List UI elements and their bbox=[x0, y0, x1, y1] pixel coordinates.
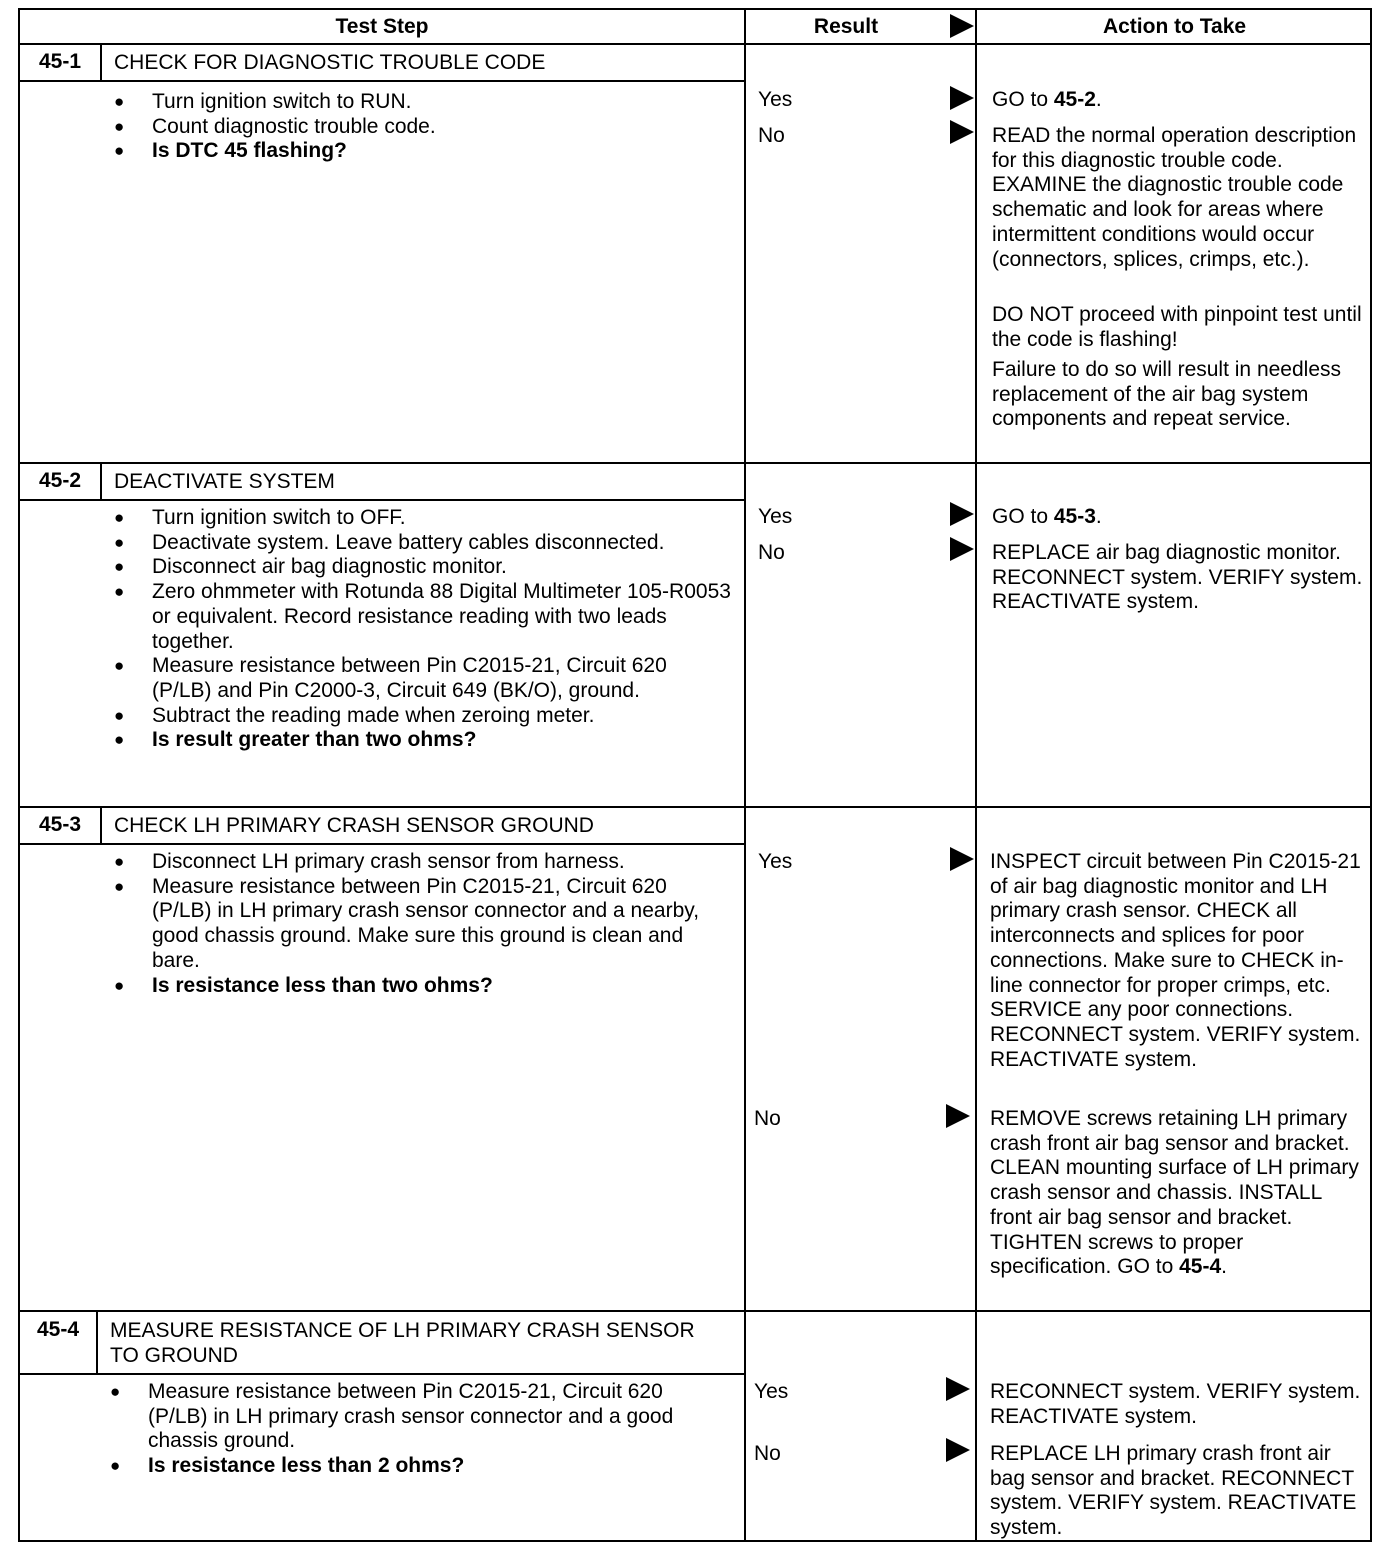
list-item: ● Subtract the reading made when zeroing meter. bbox=[112, 704, 732, 729]
list-item: ● Is resistance less than 2 ohms? bbox=[108, 1454, 728, 1479]
result-no: No bbox=[754, 1107, 781, 1130]
action-no-warning: Failure to do so will result in needless replacement of the air bag system components and repeat service. bbox=[992, 358, 1342, 431]
step-bullets bbox=[108, 1380, 728, 1479]
arrow-icon bbox=[946, 1438, 970, 1462]
result-yes: Yes bbox=[758, 88, 793, 111]
list-item: ● Is resistance less than two ohms? bbox=[112, 974, 732, 999]
arrow-icon bbox=[950, 847, 974, 871]
header-action: Action to Take bbox=[1102, 15, 1247, 38]
result-yes: Yes bbox=[758, 505, 793, 528]
action-yes: GO to 45-3. bbox=[992, 505, 1102, 528]
result-no: No bbox=[754, 1442, 781, 1465]
step-title: CHECK FOR DIAGNOSTIC TROUBLE CODE bbox=[114, 51, 546, 74]
step-number: 45-1 bbox=[38, 50, 82, 73]
step-bullets bbox=[112, 850, 732, 998]
action-yes: INSPECT circuit between Pin C2015-21 of air bag diagnostic monitor and LH primary crash sensor. CHECK all interconnects and splices for poor connections. Make sure to CHECK in-line connector for proper crimps, etc. SERVICE any poor connections. RECONNECT system. VERIFY system. REACTIVATE system. bbox=[990, 850, 1361, 1071]
arrow-icon bbox=[950, 120, 974, 144]
action-no: REPLACE air bag diagnostic monitor. RECONNECT system. VERIFY system. REACTIVATE system. bbox=[992, 541, 1363, 614]
arrow-icon bbox=[946, 1377, 970, 1401]
arrow-icon bbox=[950, 502, 974, 526]
action-yes: GO to 45-2. bbox=[992, 88, 1102, 111]
list-item: ● Turn ignition switch to OFF. bbox=[112, 506, 732, 531]
list-item: ● Count diagnostic trouble code. bbox=[112, 115, 732, 140]
list-item: ● Deactivate system. Leave battery cables disconnected. bbox=[112, 531, 732, 556]
result-no: No bbox=[758, 541, 785, 564]
arrow-icon bbox=[950, 86, 974, 110]
list-item: ● Is result greater than two ohms? bbox=[112, 728, 732, 753]
list-item: ● Disconnect air bag diagnostic monitor. bbox=[112, 555, 732, 580]
action-no-note: DO NOT proceed with pinpoint test until the code is flashing! bbox=[992, 303, 1362, 351]
list-item: ● Measure resistance between Pin C2015-21, Circuit 620 (P/LB) in LH primary crash sensor connector and a nearby, good chassis ground. Make sure this ground is clean and bare. bbox=[112, 875, 732, 974]
list-item: ● Zero ohmmeter with Rotunda 88 Digital Multimeter 105-R0053 or equivalent. Record resistance reading with two leads together. bbox=[112, 580, 732, 654]
arrow-icon bbox=[946, 1104, 970, 1128]
step-title: MEASURE RESISTANCE OF LH PRIMARY CRASH SENSOR TO GROUND bbox=[110, 1319, 695, 1367]
header-test-step: Test Step bbox=[335, 15, 429, 38]
list-item: ● Measure resistance between Pin C2015-21, Circuit 620 (P/LB) and Pin C2000-3, Circuit 649 (BK/O), ground. bbox=[112, 654, 732, 703]
result-no: No bbox=[758, 124, 785, 147]
step-number: 45-3 bbox=[38, 813, 82, 836]
step-bullets bbox=[112, 90, 732, 164]
list-item: ● Turn ignition switch to RUN. bbox=[112, 90, 732, 115]
step-title: DEACTIVATE SYSTEM bbox=[114, 470, 335, 493]
header-result: Result bbox=[813, 15, 879, 38]
action-no: REPLACE LH primary crash front air bag sensor and bracket. RECONNECT system. VERIFY system. REACTIVATE system. bbox=[990, 1442, 1357, 1540]
arrow-icon bbox=[950, 537, 974, 561]
step-bullets bbox=[112, 506, 732, 753]
diagnostic-table bbox=[18, 8, 1372, 1542]
step-title: CHECK LH PRIMARY CRASH SENSOR GROUND bbox=[114, 814, 594, 837]
list-item: ● Measure resistance between Pin C2015-21, Circuit 620 (P/LB) in LH primary crash sensor connector and a good chassis ground. bbox=[108, 1380, 728, 1454]
action-yes: RECONNECT system. VERIFY system. REACTIVATE system. bbox=[990, 1380, 1361, 1428]
list-item: ● Disconnect LH primary crash sensor from harness. bbox=[112, 850, 732, 875]
result-yes: Yes bbox=[754, 1380, 789, 1403]
arrow-icon bbox=[950, 14, 974, 38]
action-no: READ the normal operation description for this diagnostic trouble code. EXAMINE the diagnostic trouble code schematic and look for areas where intermittent conditions would occur (connectors, splices, crimps, etc.). bbox=[992, 124, 1357, 271]
result-yes: Yes bbox=[758, 850, 793, 873]
step-number: 45-2 bbox=[38, 469, 82, 492]
action-no: REMOVE screws retaining LH primary crash front air bag sensor and bracket. CLEAN mounting surface of LH primary crash sensor and chassis. INSTALL front air bag sensor and bracket. TIGHTEN screws to proper specification. GO to 45-4. bbox=[990, 1107, 1359, 1279]
list-item: ● Is DTC 45 flashing? bbox=[112, 139, 732, 164]
step-number: 45-4 bbox=[36, 1318, 80, 1341]
